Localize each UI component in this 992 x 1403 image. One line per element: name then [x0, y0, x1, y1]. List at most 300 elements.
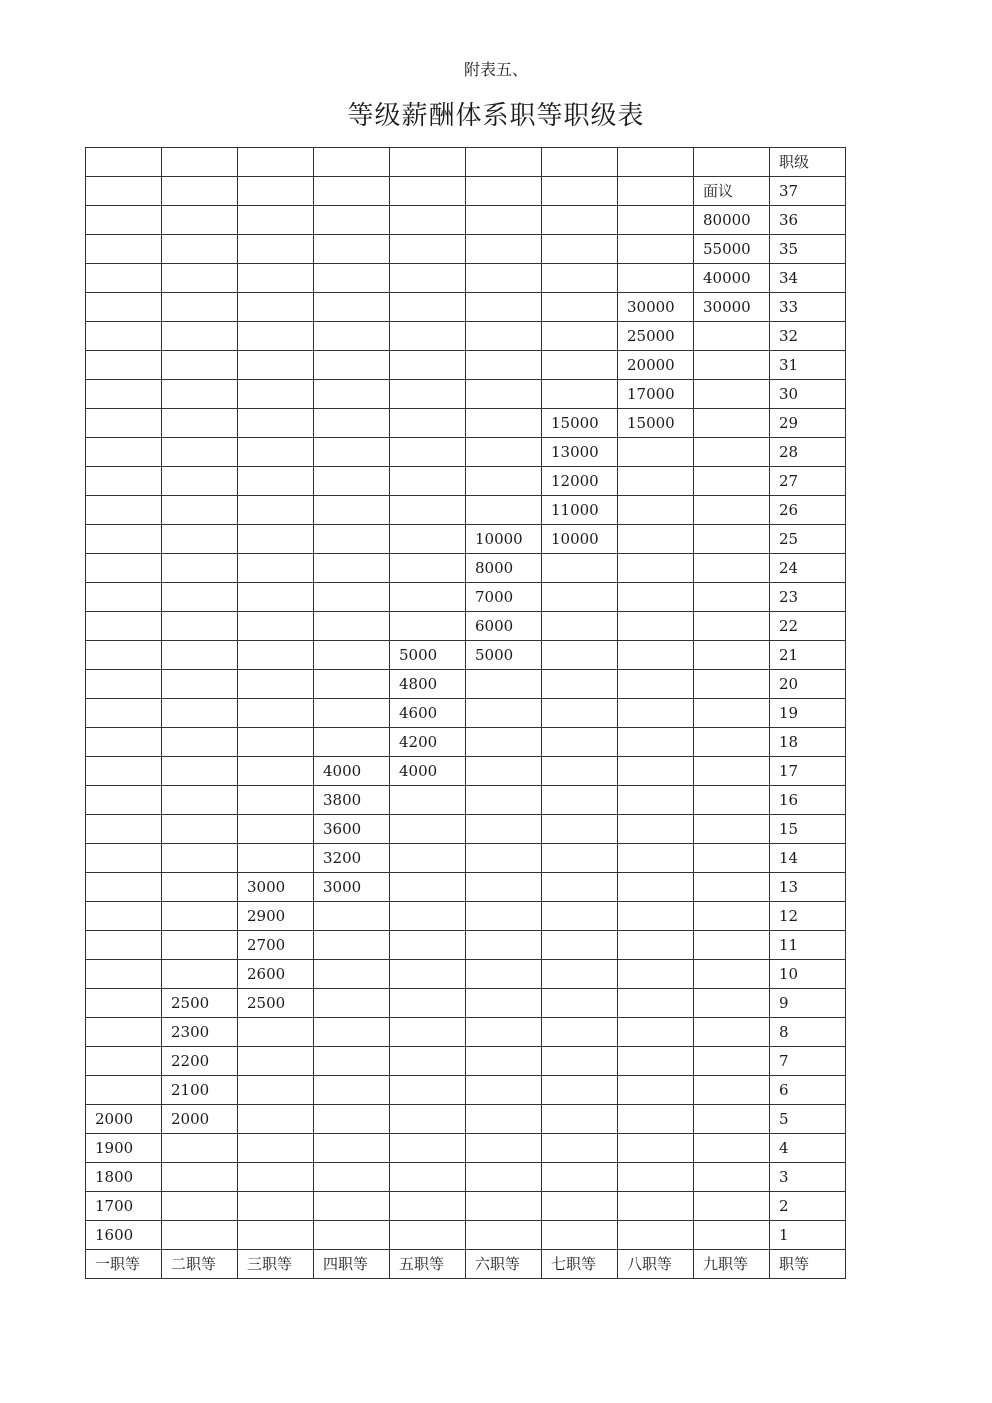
salary-cell: 10000 [466, 525, 542, 554]
salary-cell [694, 989, 770, 1018]
table-row [86, 989, 846, 1018]
level-cell: 2 [770, 1192, 846, 1221]
level-cell: 21 [770, 641, 846, 670]
table-row [86, 351, 846, 380]
salary-cell [314, 583, 390, 612]
salary-cell [238, 177, 314, 206]
table-row [86, 1076, 846, 1105]
level-cell: 28 [770, 438, 846, 467]
salary-cell [314, 902, 390, 931]
table-row [86, 438, 846, 467]
salary-cell [314, 525, 390, 554]
table-row [86, 699, 846, 728]
salary-cell [238, 1018, 314, 1047]
salary-cell [314, 322, 390, 351]
salary-cell [618, 1192, 694, 1221]
salary-cell [238, 1134, 314, 1163]
salary-cell [694, 670, 770, 699]
salary-cell [390, 380, 466, 409]
table-row [86, 409, 846, 438]
salary-cell [542, 989, 618, 1018]
salary-cell [238, 235, 314, 264]
salary-cell [390, 1134, 466, 1163]
salary-cell [618, 206, 694, 235]
salary-cell [238, 496, 314, 525]
level-cell: 34 [770, 264, 846, 293]
salary-cell [390, 1076, 466, 1105]
salary-cell [618, 264, 694, 293]
salary-cell [162, 293, 238, 322]
salary-cell: 2000 [162, 1105, 238, 1134]
salary-cell [314, 409, 390, 438]
table-row [86, 873, 846, 902]
salary-cell [162, 322, 238, 351]
level-cell: 15 [770, 815, 846, 844]
salary-cell [238, 322, 314, 351]
salary-cell [466, 409, 542, 438]
salary-cell [86, 583, 162, 612]
salary-cell [466, 264, 542, 293]
salary-cell [694, 1105, 770, 1134]
salary-cell [390, 206, 466, 235]
salary-cell [86, 728, 162, 757]
level-cell: 4 [770, 1134, 846, 1163]
table-row [86, 728, 846, 757]
salary-cell [86, 206, 162, 235]
salary-cell [466, 786, 542, 815]
salary-cell [86, 1018, 162, 1047]
table-row [86, 1105, 846, 1134]
salary-cell [618, 815, 694, 844]
salary-cell [466, 322, 542, 351]
salary-cell [238, 351, 314, 380]
table-row [86, 960, 846, 989]
table-row [86, 525, 846, 554]
salary-cell [390, 177, 466, 206]
level-cell: 14 [770, 844, 846, 873]
salary-cell [238, 699, 314, 728]
salary-cell [86, 699, 162, 728]
salary-cell: 2000 [86, 1105, 162, 1134]
salary-cell [86, 612, 162, 641]
salary-cell [238, 525, 314, 554]
salary-cell [238, 1105, 314, 1134]
salary-cell [542, 1163, 618, 1192]
salary-cell [466, 1163, 542, 1192]
salary-cell [86, 380, 162, 409]
salary-cell [694, 815, 770, 844]
level-cell: 9 [770, 989, 846, 1018]
table-row [86, 757, 846, 786]
salary-cell [314, 293, 390, 322]
salary-cell [466, 380, 542, 409]
level-cell: 25 [770, 525, 846, 554]
salary-cell [162, 960, 238, 989]
salary-cell [618, 1134, 694, 1163]
salary-cell [390, 815, 466, 844]
level-cell: 33 [770, 293, 846, 322]
salary-cell [542, 699, 618, 728]
salary-cell [466, 206, 542, 235]
salary-cell [390, 989, 466, 1018]
level-cell: 30 [770, 380, 846, 409]
salary-cell [542, 1192, 618, 1221]
salary-cell [618, 1076, 694, 1105]
salary-cell [162, 206, 238, 235]
salary-cell [314, 931, 390, 960]
salary-cell [86, 351, 162, 380]
salary-cell [390, 1047, 466, 1076]
salary-cell [86, 670, 162, 699]
table-row [86, 380, 846, 409]
salary-cell [618, 757, 694, 786]
salary-cell [238, 1163, 314, 1192]
salary-cell [542, 728, 618, 757]
salary-cell [86, 641, 162, 670]
salary-cell [694, 467, 770, 496]
salary-cell [238, 467, 314, 496]
salary-cell [162, 844, 238, 873]
salary-cell: 80000 [694, 206, 770, 235]
table-row [86, 670, 846, 699]
salary-cell [618, 496, 694, 525]
salary-cell [86, 467, 162, 496]
salary-cell [618, 235, 694, 264]
salary-cell [542, 554, 618, 583]
salary-cell: 2200 [162, 1047, 238, 1076]
salary-cell: 4000 [390, 757, 466, 786]
salary-cell [542, 670, 618, 699]
salary-cell [466, 728, 542, 757]
salary-cell: 17000 [618, 380, 694, 409]
salary-cell [542, 844, 618, 873]
salary-cell [238, 1192, 314, 1221]
salary-cell [162, 351, 238, 380]
salary-cell: 4800 [390, 670, 466, 699]
level-cell: 12 [770, 902, 846, 931]
salary-cell [542, 641, 618, 670]
salary-cell [86, 525, 162, 554]
salary-cell: 3200 [314, 844, 390, 873]
salary-cell [694, 525, 770, 554]
salary-cell [466, 670, 542, 699]
salary-cell [618, 989, 694, 1018]
salary-cell [238, 844, 314, 873]
grade-footer-row [86, 1250, 846, 1279]
salary-cell: 2500 [238, 989, 314, 1018]
salary-cell [694, 612, 770, 641]
level-cell: 8 [770, 1018, 846, 1047]
salary-cell: 4600 [390, 699, 466, 728]
salary-cell [162, 931, 238, 960]
table-row [86, 1163, 846, 1192]
level-cell: 24 [770, 554, 846, 583]
salary-cell [238, 1221, 314, 1250]
level-cell: 32 [770, 322, 846, 351]
salary-cell [466, 1134, 542, 1163]
salary-cell [390, 960, 466, 989]
salary-cell [390, 583, 466, 612]
salary-cell: 四职等 [314, 1250, 390, 1279]
salary-cell [542, 322, 618, 351]
salary-cell [86, 1047, 162, 1076]
salary-cell [466, 1018, 542, 1047]
salary-cell: 面议 [694, 177, 770, 206]
level-cell: 职级 [770, 148, 846, 177]
salary-cell [542, 206, 618, 235]
salary-cell [314, 641, 390, 670]
salary-cell: 4200 [390, 728, 466, 757]
salary-cell [466, 235, 542, 264]
salary-cell [162, 902, 238, 931]
salary-cell [466, 467, 542, 496]
level-cell: 20 [770, 670, 846, 699]
salary-cell [314, 177, 390, 206]
salary-cell [86, 844, 162, 873]
salary-cell: 12000 [542, 467, 618, 496]
salary-cell [238, 1047, 314, 1076]
salary-cell [238, 815, 314, 844]
salary-cell [162, 641, 238, 670]
salary-cell [238, 293, 314, 322]
salary-cell [618, 902, 694, 931]
level-cell: 18 [770, 728, 846, 757]
table-row [86, 815, 846, 844]
salary-cell [466, 757, 542, 786]
salary-cell: 3800 [314, 786, 390, 815]
salary-cell [466, 177, 542, 206]
salary-cell [618, 873, 694, 902]
salary-cell: 30000 [694, 293, 770, 322]
salary-cell [390, 844, 466, 873]
salary-cell [390, 1221, 466, 1250]
salary-cell [238, 438, 314, 467]
level-cell: 35 [770, 235, 846, 264]
salary-cell [86, 1076, 162, 1105]
salary-cell: 九职等 [694, 1250, 770, 1279]
salary-cell [162, 148, 238, 177]
salary-cell: 25000 [618, 322, 694, 351]
salary-cell [618, 931, 694, 960]
salary-cell [618, 1047, 694, 1076]
salary-cell [314, 351, 390, 380]
salary-cell [466, 1105, 542, 1134]
salary-cell [390, 1192, 466, 1221]
salary-cell [162, 1221, 238, 1250]
salary-cell [618, 786, 694, 815]
salary-cell [618, 583, 694, 612]
salary-cell [238, 1076, 314, 1105]
salary-cell [694, 1163, 770, 1192]
table-row [86, 1018, 846, 1047]
salary-cell [238, 409, 314, 438]
level-cell: 22 [770, 612, 846, 641]
salary-cell [466, 148, 542, 177]
salary-cell [390, 322, 466, 351]
salary-cell [694, 641, 770, 670]
grade-table [85, 147, 846, 1279]
salary-cell [162, 583, 238, 612]
salary-cell [238, 757, 314, 786]
salary-cell: 八职等 [618, 1250, 694, 1279]
salary-cell [466, 931, 542, 960]
salary-cell: 六职等 [466, 1250, 542, 1279]
document-subtitle: 附表五、 [463, 60, 528, 79]
salary-cell [162, 438, 238, 467]
salary-cell [162, 467, 238, 496]
salary-cell [86, 960, 162, 989]
table-row [86, 612, 846, 641]
level-cell: 6 [770, 1076, 846, 1105]
table-row [86, 264, 846, 293]
salary-cell [542, 931, 618, 960]
salary-cell [694, 1047, 770, 1076]
salary-cell: 5000 [390, 641, 466, 670]
salary-cell: 2500 [162, 989, 238, 1018]
salary-cell [86, 293, 162, 322]
salary-cell [86, 409, 162, 438]
table-row [86, 1192, 846, 1221]
salary-cell [238, 380, 314, 409]
salary-cell: 15000 [618, 409, 694, 438]
salary-cell [618, 612, 694, 641]
salary-cell [466, 844, 542, 873]
salary-cell [314, 467, 390, 496]
salary-cell [618, 1221, 694, 1250]
document-title: 等级薪酬体系职等职级表 [347, 101, 645, 131]
salary-cell [542, 612, 618, 641]
salary-cell: 1700 [86, 1192, 162, 1221]
salary-cell [618, 438, 694, 467]
salary-cell [618, 467, 694, 496]
table-row [86, 583, 846, 612]
salary-cell: 一职等 [86, 1250, 162, 1279]
salary-cell [694, 351, 770, 380]
salary-cell [694, 496, 770, 525]
salary-cell [542, 1134, 618, 1163]
table-row [86, 235, 846, 264]
salary-cell [390, 1105, 466, 1134]
salary-cell [466, 496, 542, 525]
salary-cell [162, 786, 238, 815]
grade-header-row [86, 148, 846, 177]
salary-cell [390, 438, 466, 467]
salary-cell [542, 1221, 618, 1250]
salary-cell [314, 1105, 390, 1134]
salary-cell: 5000 [466, 641, 542, 670]
salary-cell [390, 786, 466, 815]
salary-cell [162, 670, 238, 699]
salary-cell [238, 786, 314, 815]
salary-cell [390, 148, 466, 177]
level-cell: 17 [770, 757, 846, 786]
salary-cell [542, 1105, 618, 1134]
salary-cell [542, 960, 618, 989]
salary-cell [542, 235, 618, 264]
salary-cell [466, 1076, 542, 1105]
salary-cell [694, 844, 770, 873]
salary-cell [162, 1163, 238, 1192]
salary-cell: 8000 [466, 554, 542, 583]
salary-cell: 30000 [618, 293, 694, 322]
salary-cell: 1800 [86, 1163, 162, 1192]
salary-cell [162, 264, 238, 293]
salary-cell [162, 409, 238, 438]
salary-cell [86, 554, 162, 583]
salary-cell [314, 989, 390, 1018]
level-cell: 19 [770, 699, 846, 728]
salary-cell [542, 757, 618, 786]
salary-cell: 2300 [162, 1018, 238, 1047]
salary-cell: 15000 [542, 409, 618, 438]
salary-cell [86, 264, 162, 293]
salary-cell [86, 815, 162, 844]
salary-cell [314, 1134, 390, 1163]
salary-cell [162, 815, 238, 844]
salary-cell [694, 699, 770, 728]
level-cell: 36 [770, 206, 846, 235]
level-cell: 16 [770, 786, 846, 815]
salary-cell [86, 757, 162, 786]
salary-cell: 40000 [694, 264, 770, 293]
level-cell: 13 [770, 873, 846, 902]
salary-cell [238, 148, 314, 177]
salary-cell [466, 815, 542, 844]
salary-cell [162, 177, 238, 206]
salary-cell [618, 844, 694, 873]
salary-cell: 3000 [314, 873, 390, 902]
salary-cell: 三职等 [238, 1250, 314, 1279]
salary-cell: 2700 [238, 931, 314, 960]
level-cell: 26 [770, 496, 846, 525]
salary-cell [694, 931, 770, 960]
salary-cell: 55000 [694, 235, 770, 264]
salary-cell [314, 496, 390, 525]
salary-cell [86, 902, 162, 931]
salary-cell [694, 438, 770, 467]
salary-cell [238, 670, 314, 699]
salary-cell [618, 554, 694, 583]
salary-cell [314, 206, 390, 235]
salary-cell [162, 1134, 238, 1163]
salary-cell [162, 235, 238, 264]
salary-cell: 2900 [238, 902, 314, 931]
salary-cell [86, 235, 162, 264]
salary-cell [694, 1076, 770, 1105]
salary-cell [542, 177, 618, 206]
salary-cell [694, 1134, 770, 1163]
salary-cell [694, 728, 770, 757]
salary-cell [162, 1192, 238, 1221]
salary-cell [390, 351, 466, 380]
salary-cell [466, 1221, 542, 1250]
salary-cell [618, 728, 694, 757]
salary-cell [390, 293, 466, 322]
level-cell: 37 [770, 177, 846, 206]
salary-cell [86, 148, 162, 177]
level-cell: 11 [770, 931, 846, 960]
salary-cell [390, 525, 466, 554]
level-cell: 31 [770, 351, 846, 380]
salary-cell [238, 612, 314, 641]
salary-cell [162, 728, 238, 757]
salary-cell [314, 1047, 390, 1076]
salary-cell [238, 206, 314, 235]
salary-cell [390, 612, 466, 641]
salary-cell [390, 1018, 466, 1047]
salary-cell [162, 757, 238, 786]
salary-cell: 二职等 [162, 1250, 238, 1279]
